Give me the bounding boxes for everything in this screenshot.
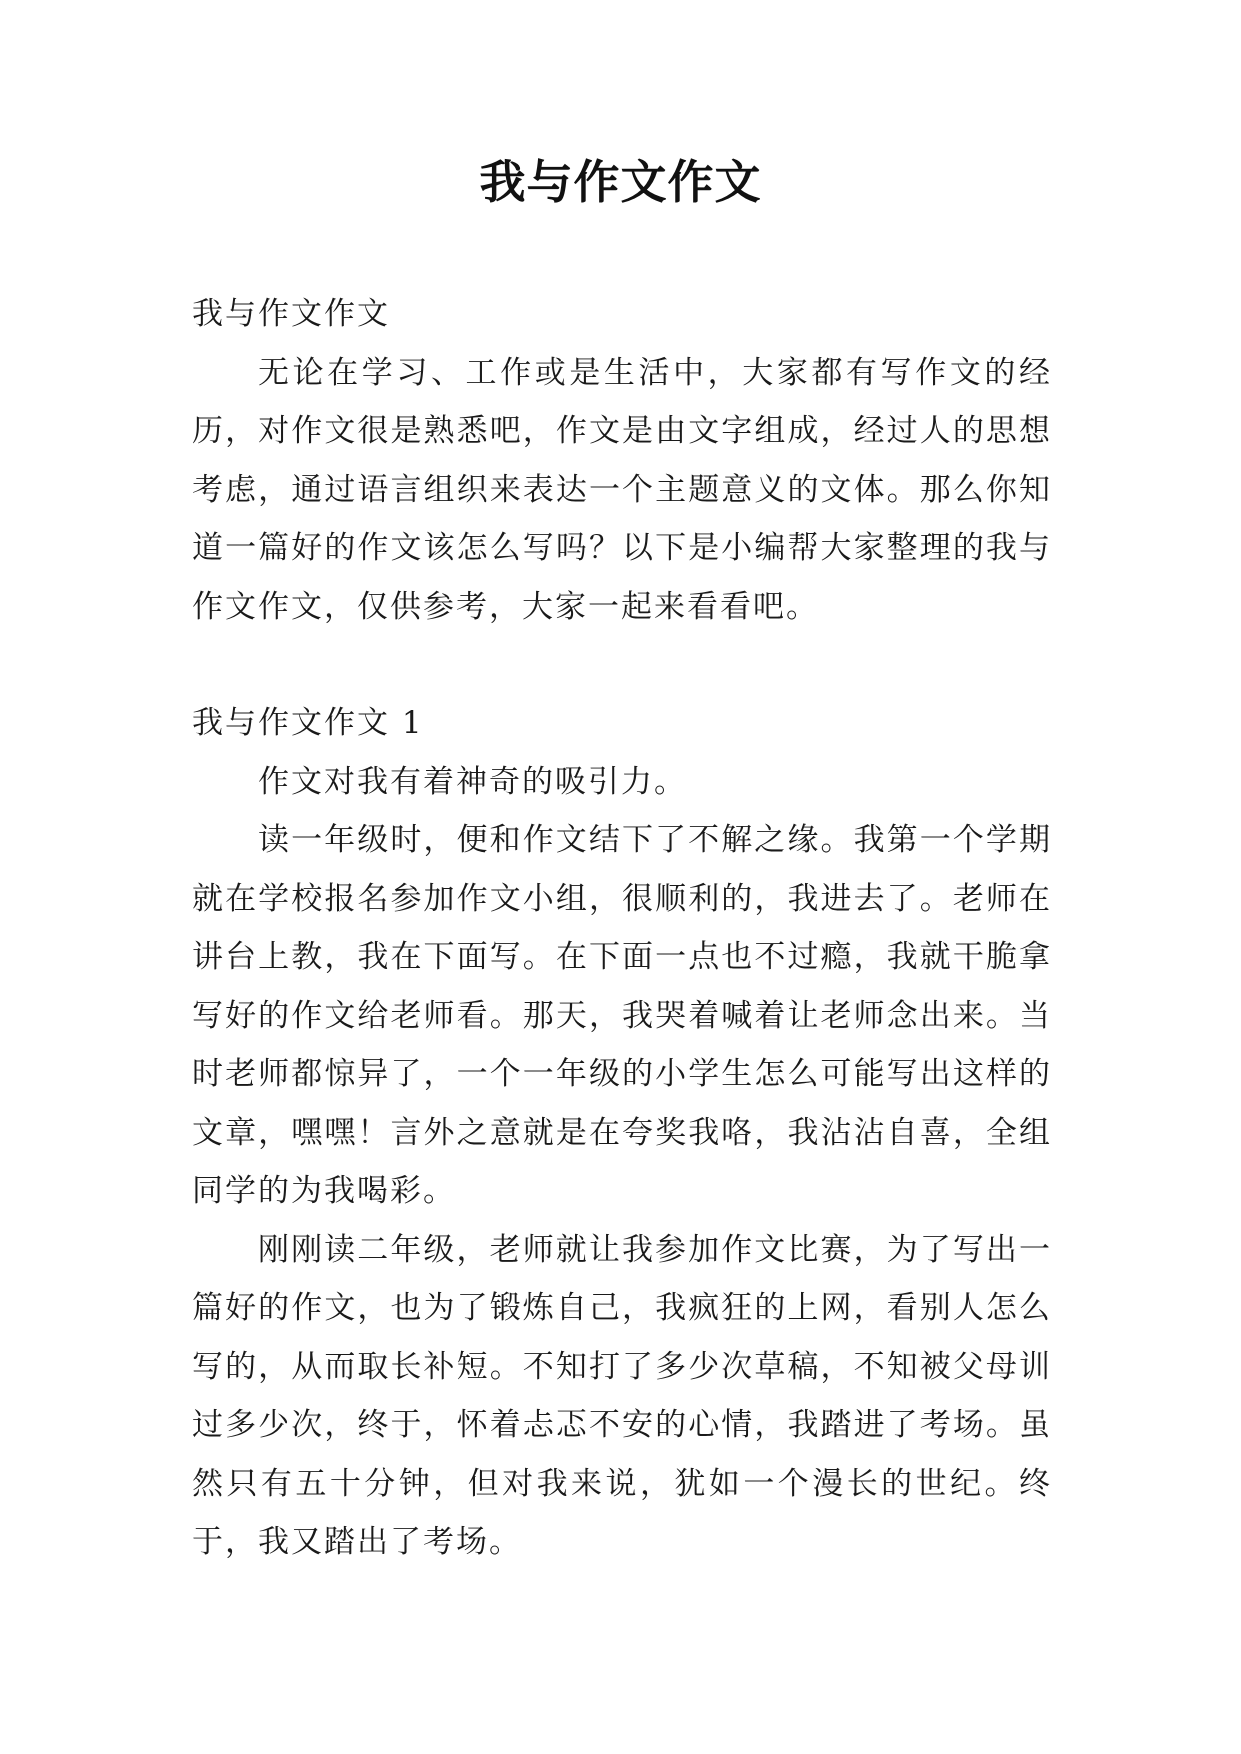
body-paragraph-1: 作文对我有着神奇的吸引力。 bbox=[258, 763, 687, 800]
body-paragraph-3: 刚刚读二年级，老师就让我参加作文比赛，为了写出一篇好的作文，也为了锻炼自己，我疯狂的上网，看别人怎么写的，从而取长补短。不知打了多少次草稿，不知被父母训过多少次，终于，怀着忐忑不安的心情，我踏进了考场。虽然只有五十分钟，但对我来说，犹如一个漫长的世纪。终于，我又踏出了考场。 bbox=[192, 1231, 1052, 1560]
section-spacer bbox=[192, 636, 1052, 694]
intro-paragraph: 无论在学习、工作或是生活中，大家都有写作文的经历，对作文很是熟悉吧，作文是由文字组成，经过人的思想考虑，通过语言组织来表达一个主题意义的文体。那么你知道一篇好的作文该怎么写吗？以下是小编帮大家整理的我与作文作文，仅供参考，大家一起来看看吧。 bbox=[192, 354, 1052, 625]
body-paragraph-2: 读一年级时，便和作文结下了不解之缘。我第一个学期就在学校报名参加作文小组，很顺利的，我进去了。老师在讲台上教，我在下面写。在下面一点也不过瘾，我就干脆拿写好的作文给老师看。那天，我哭着喊着让老师念出来。当时老师都惊异了，一个一年级的小学生怎么可能写出这样的文章，嘿嘿！言外之意就是在夸奖我咯，我沾沾自喜，全组同学的为我喝彩。 bbox=[192, 822, 1052, 1209]
intro-heading: 我与作文作文 bbox=[192, 296, 390, 332]
section-heading: 我与作文作文 1 bbox=[192, 705, 424, 741]
document-body bbox=[192, 285, 1052, 1572]
document-title: 我与作文作文 bbox=[479, 155, 762, 209]
